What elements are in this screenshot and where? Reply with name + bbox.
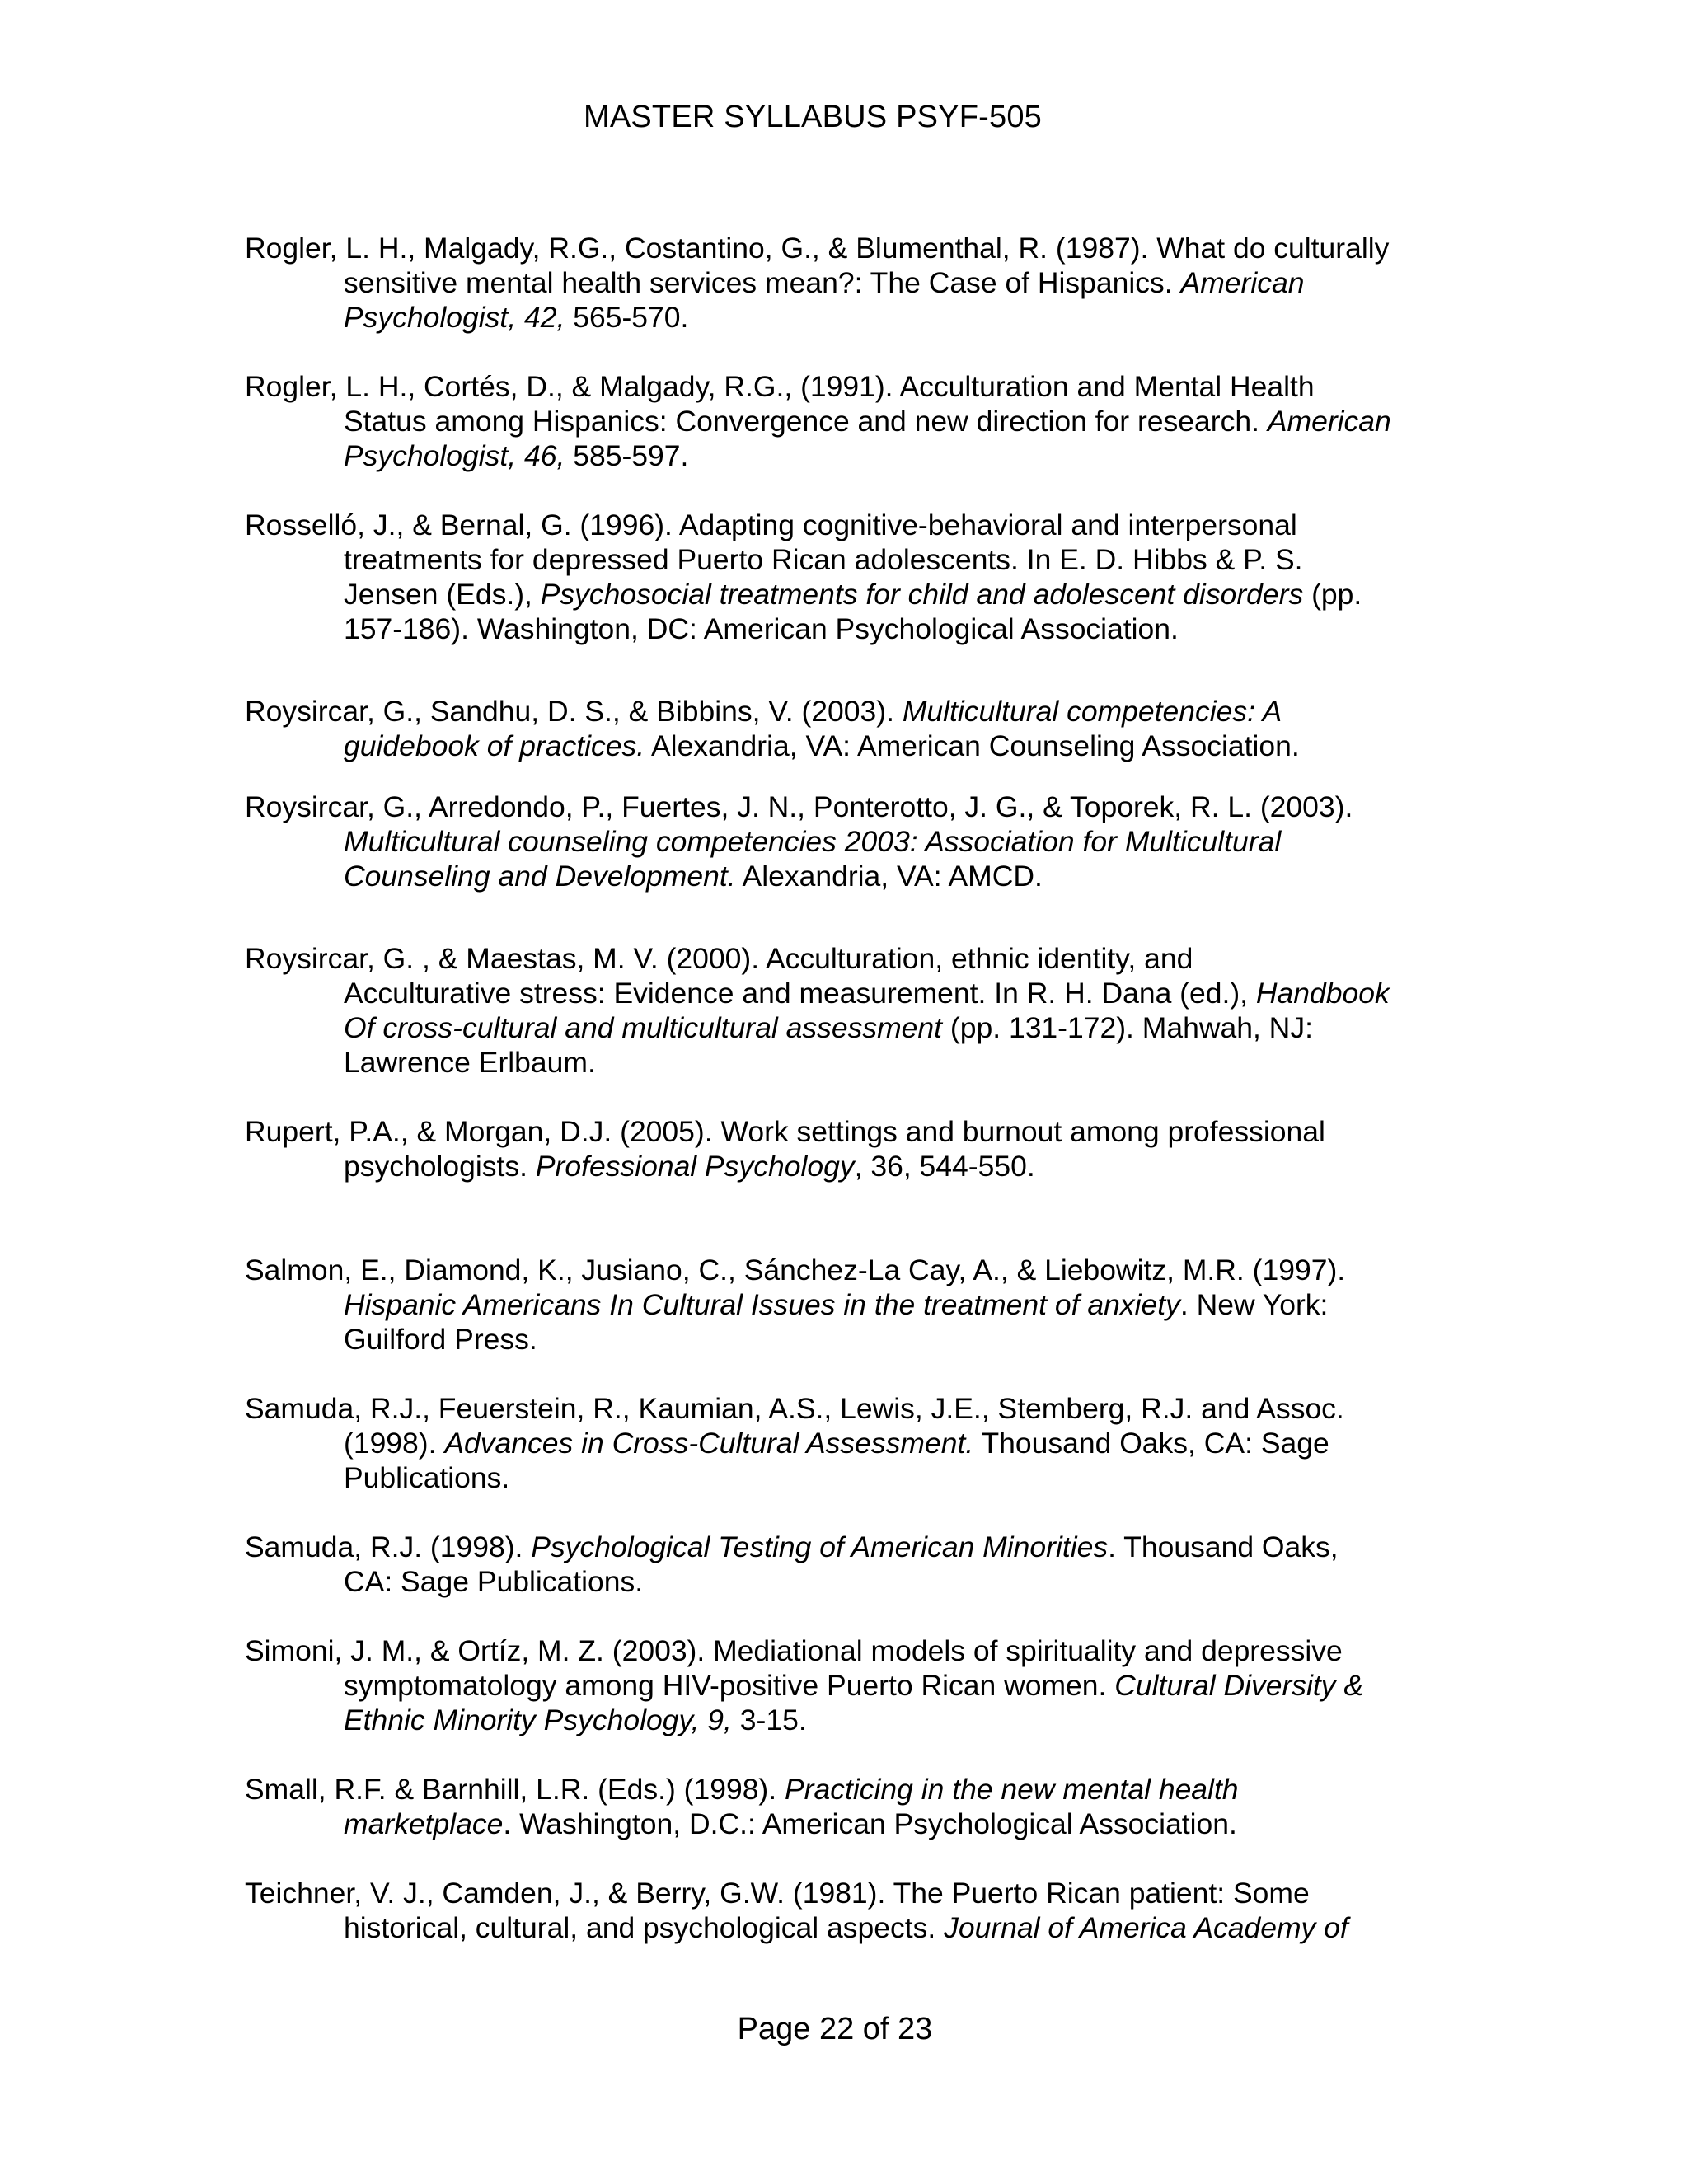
reference-text: 3-15. <box>731 1704 807 1736</box>
reference-text: Small, R.F. & Barnhill, L.R. (Eds.) (1998). <box>245 1773 785 1806</box>
reference-line <box>344 1045 1448 1080</box>
reference-line <box>245 941 1448 976</box>
reference-line <box>245 1530 1448 1564</box>
reference-text: Samuda, R.J., Feuerstein, R., Kaumian, A.S., Lewis, J.E., Stemberg, R.J. and Assoc. <box>245 1392 1344 1425</box>
reference-text: Roysircar, G. , & Maestas, M. V. (2000). Acculturation, ethnic identity, and <box>245 942 1193 975</box>
reference-list <box>245 231 1448 1945</box>
reference-entry <box>245 1391 1448 1495</box>
reference-italic-text: Journal of America Academy of <box>944 1911 1348 1944</box>
reference-line <box>344 1460 1448 1495</box>
reference-line <box>344 1807 1448 1841</box>
reference-text: sensitive mental health services mean?: The Case of Hispanics. <box>344 266 1181 299</box>
page-header <box>0 97 1625 137</box>
syllabus-title: MASTER SYLLABUS PSYF-505 <box>583 100 1042 134</box>
page-number: Page 22 of 23 <box>737 2012 933 2046</box>
reference-line <box>344 1322 1448 1357</box>
reference-italic-text: American <box>1267 405 1391 438</box>
reference-text: Lawrence Erlbaum. <box>344 1046 596 1079</box>
reference-text: , 36, 544-550. <box>854 1150 1035 1183</box>
reference-italic-text: Handbook <box>1255 977 1390 1010</box>
reference-text: Guilford Press. <box>344 1323 537 1356</box>
reference-line <box>245 790 1448 824</box>
reference-entry <box>245 231 1448 335</box>
reference-text: historical, cultural, and psychological aspects. <box>344 1911 945 1944</box>
reference-italic-text: Of cross-cultural and multicultural assessment <box>344 1011 943 1044</box>
reference-italic-text: Counseling and Development. <box>344 860 736 893</box>
reference-text: Status among Hispanics: Convergence and new direction for research. <box>344 405 1268 438</box>
reference-text: CA: Sage Publications. <box>344 1565 644 1598</box>
reference-text: Publications. <box>344 1461 510 1494</box>
reference-italic-text: Professional Psychology <box>535 1150 855 1183</box>
reference-text: Thousand Oaks, CA: Sage <box>973 1427 1329 1460</box>
reference-text: Rupert, P.A., & Morgan, D.J. (2005). Work settings and burnout among professional <box>245 1115 1325 1148</box>
reference-entry <box>245 1772 1448 1841</box>
reference-line <box>344 438 1448 473</box>
reference-text: (pp. 131-172). Mahwah, NJ: <box>942 1011 1313 1044</box>
reference-italic-text: marketplace <box>344 1807 504 1840</box>
reference-text: Rogler, L. H., Malgady, R.G., Costantino, G., & Blumenthal, R. (1987). What do culturally <box>245 232 1390 265</box>
reference-text: . Thousand Oaks, <box>1108 1530 1339 1563</box>
reference-text: Acculturative stress: Evidence and measurement. In R. H. Dana (ed.), <box>344 977 1256 1010</box>
reference-italic-text: American <box>1180 266 1305 299</box>
reference-line <box>344 1668 1448 1703</box>
reference-text: Samuda, R.J. (1998). <box>245 1530 532 1563</box>
reference-line <box>245 1253 1448 1287</box>
reference-line <box>344 542 1448 577</box>
reference-entry <box>245 508 1448 646</box>
reference-line <box>344 729 1448 763</box>
reference-line <box>344 1287 1448 1322</box>
reference-text: psychologists. <box>344 1150 536 1183</box>
reference-text: (1998). <box>344 1427 445 1460</box>
reference-text: symptomatology among HIV-positive Puerto Rican women. <box>344 1669 1115 1702</box>
reference-text: Roysircar, G., Sandhu, D. S., & Bibbins, V. (2003). <box>245 695 903 728</box>
reference-entry <box>245 694 1448 763</box>
reference-line <box>245 508 1448 542</box>
reference-line <box>245 1876 1448 1910</box>
reference-text: 565-570. <box>565 301 689 334</box>
reference-italic-text: Psychologist, 46, <box>344 439 565 472</box>
reference-italic-text: Ethnic Minority Psychology, 9, <box>344 1704 732 1736</box>
reference-entry <box>245 1114 1448 1183</box>
reference-line <box>344 577 1448 612</box>
reference-line <box>344 300 1448 335</box>
reference-line <box>344 1703 1448 1737</box>
reference-line <box>344 824 1448 859</box>
reference-line <box>344 612 1448 646</box>
reference-text: Alexandria, VA: American Counseling Association. <box>645 729 1300 762</box>
reference-line <box>344 859 1448 893</box>
reference-text: Roysircar, G., Arredondo, P., Fuertes, J. N., Ponterotto, J. G., & Toporek, R. L. (2003). <box>245 790 1353 823</box>
reference-italic-text: Multicultural competencies: A <box>902 695 1282 728</box>
reference-entry <box>245 1530 1448 1599</box>
reference-text: Rogler, L. H., Cortés, D., & Malgady, R.G., (1991). Acculturation and Mental Health <box>245 370 1315 403</box>
reference-italic-text: Psychologist, 42, <box>344 301 565 334</box>
reference-entry <box>245 941 1448 1080</box>
reference-italic-text: Advances in Cross-Cultural Assessment. <box>444 1427 974 1460</box>
reference-line <box>344 404 1448 438</box>
reference-line <box>245 1114 1448 1149</box>
reference-text: Jensen (Eds.), <box>344 578 541 611</box>
reference-line <box>344 1910 1448 1945</box>
reference-entry <box>245 1633 1448 1737</box>
reference-line <box>344 976 1448 1010</box>
reference-line <box>344 265 1448 300</box>
reference-text: treatments for depressed Puerto Rican adolescents. In E. D. Hibbs & P. S. <box>344 543 1303 576</box>
reference-line <box>245 231 1448 265</box>
page-footer <box>0 2009 1670 2049</box>
reference-text: 157-186). Washington, DC: American Psychological Association. <box>344 612 1179 645</box>
reference-text: Alexandria, VA: AMCD. <box>735 860 1043 893</box>
reference-line <box>245 1633 1448 1668</box>
reference-line <box>344 1426 1448 1460</box>
reference-text: Rosselló, J., & Bernal, G. (1996). Adapting cognitive-behavioral and interpersonal <box>245 509 1297 541</box>
reference-text: Teichner, V. J., Camden, J., & Berry, G.W. (1981). The Puerto Rican patient: Some <box>245 1877 1310 1910</box>
reference-entry <box>245 790 1448 893</box>
reference-text: . New York: <box>1179 1288 1329 1321</box>
reference-line <box>344 1010 1448 1045</box>
reference-italic-text: Psychological Testing of American Minorities <box>531 1530 1109 1563</box>
reference-text: Simoni, J. M., & Ortíz, M. Z. (2003). Mediational models of spirituality and depressive <box>245 1634 1343 1667</box>
reference-text: 585-597. <box>565 439 689 472</box>
reference-italic-text: Cultural Diversity & <box>1114 1669 1364 1702</box>
reference-line <box>245 1772 1448 1807</box>
reference-text: . Washington, D.C.: American Psychological Association. <box>503 1807 1237 1840</box>
reference-entry <box>245 1876 1448 1945</box>
reference-italic-text: Practicing in the new mental health <box>784 1773 1239 1806</box>
reference-text: Salmon, E., Diamond, K., Jusiano, C., Sánchez-La Cay, A., & Liebowitz, M.R. (1997). <box>245 1254 1346 1286</box>
reference-line <box>344 1564 1448 1599</box>
reference-text: (pp. <box>1303 578 1362 611</box>
reference-line <box>245 694 1448 729</box>
reference-line <box>344 1149 1448 1183</box>
reference-italic-text: Hispanic Americans In Cultural Issues in the treatment of anxiety <box>344 1288 1180 1321</box>
reference-italic-text: Psychosocial treatments for child and adolescent disorders <box>540 578 1304 611</box>
reference-entry <box>245 1253 1448 1357</box>
reference-entry <box>245 369 1448 473</box>
reference-line <box>245 369 1448 404</box>
reference-italic-text: Multicultural counseling competencies 2003: Association for Multicultural <box>344 825 1282 858</box>
reference-italic-text: guidebook of practices. <box>344 729 645 762</box>
reference-line <box>245 1391 1448 1426</box>
